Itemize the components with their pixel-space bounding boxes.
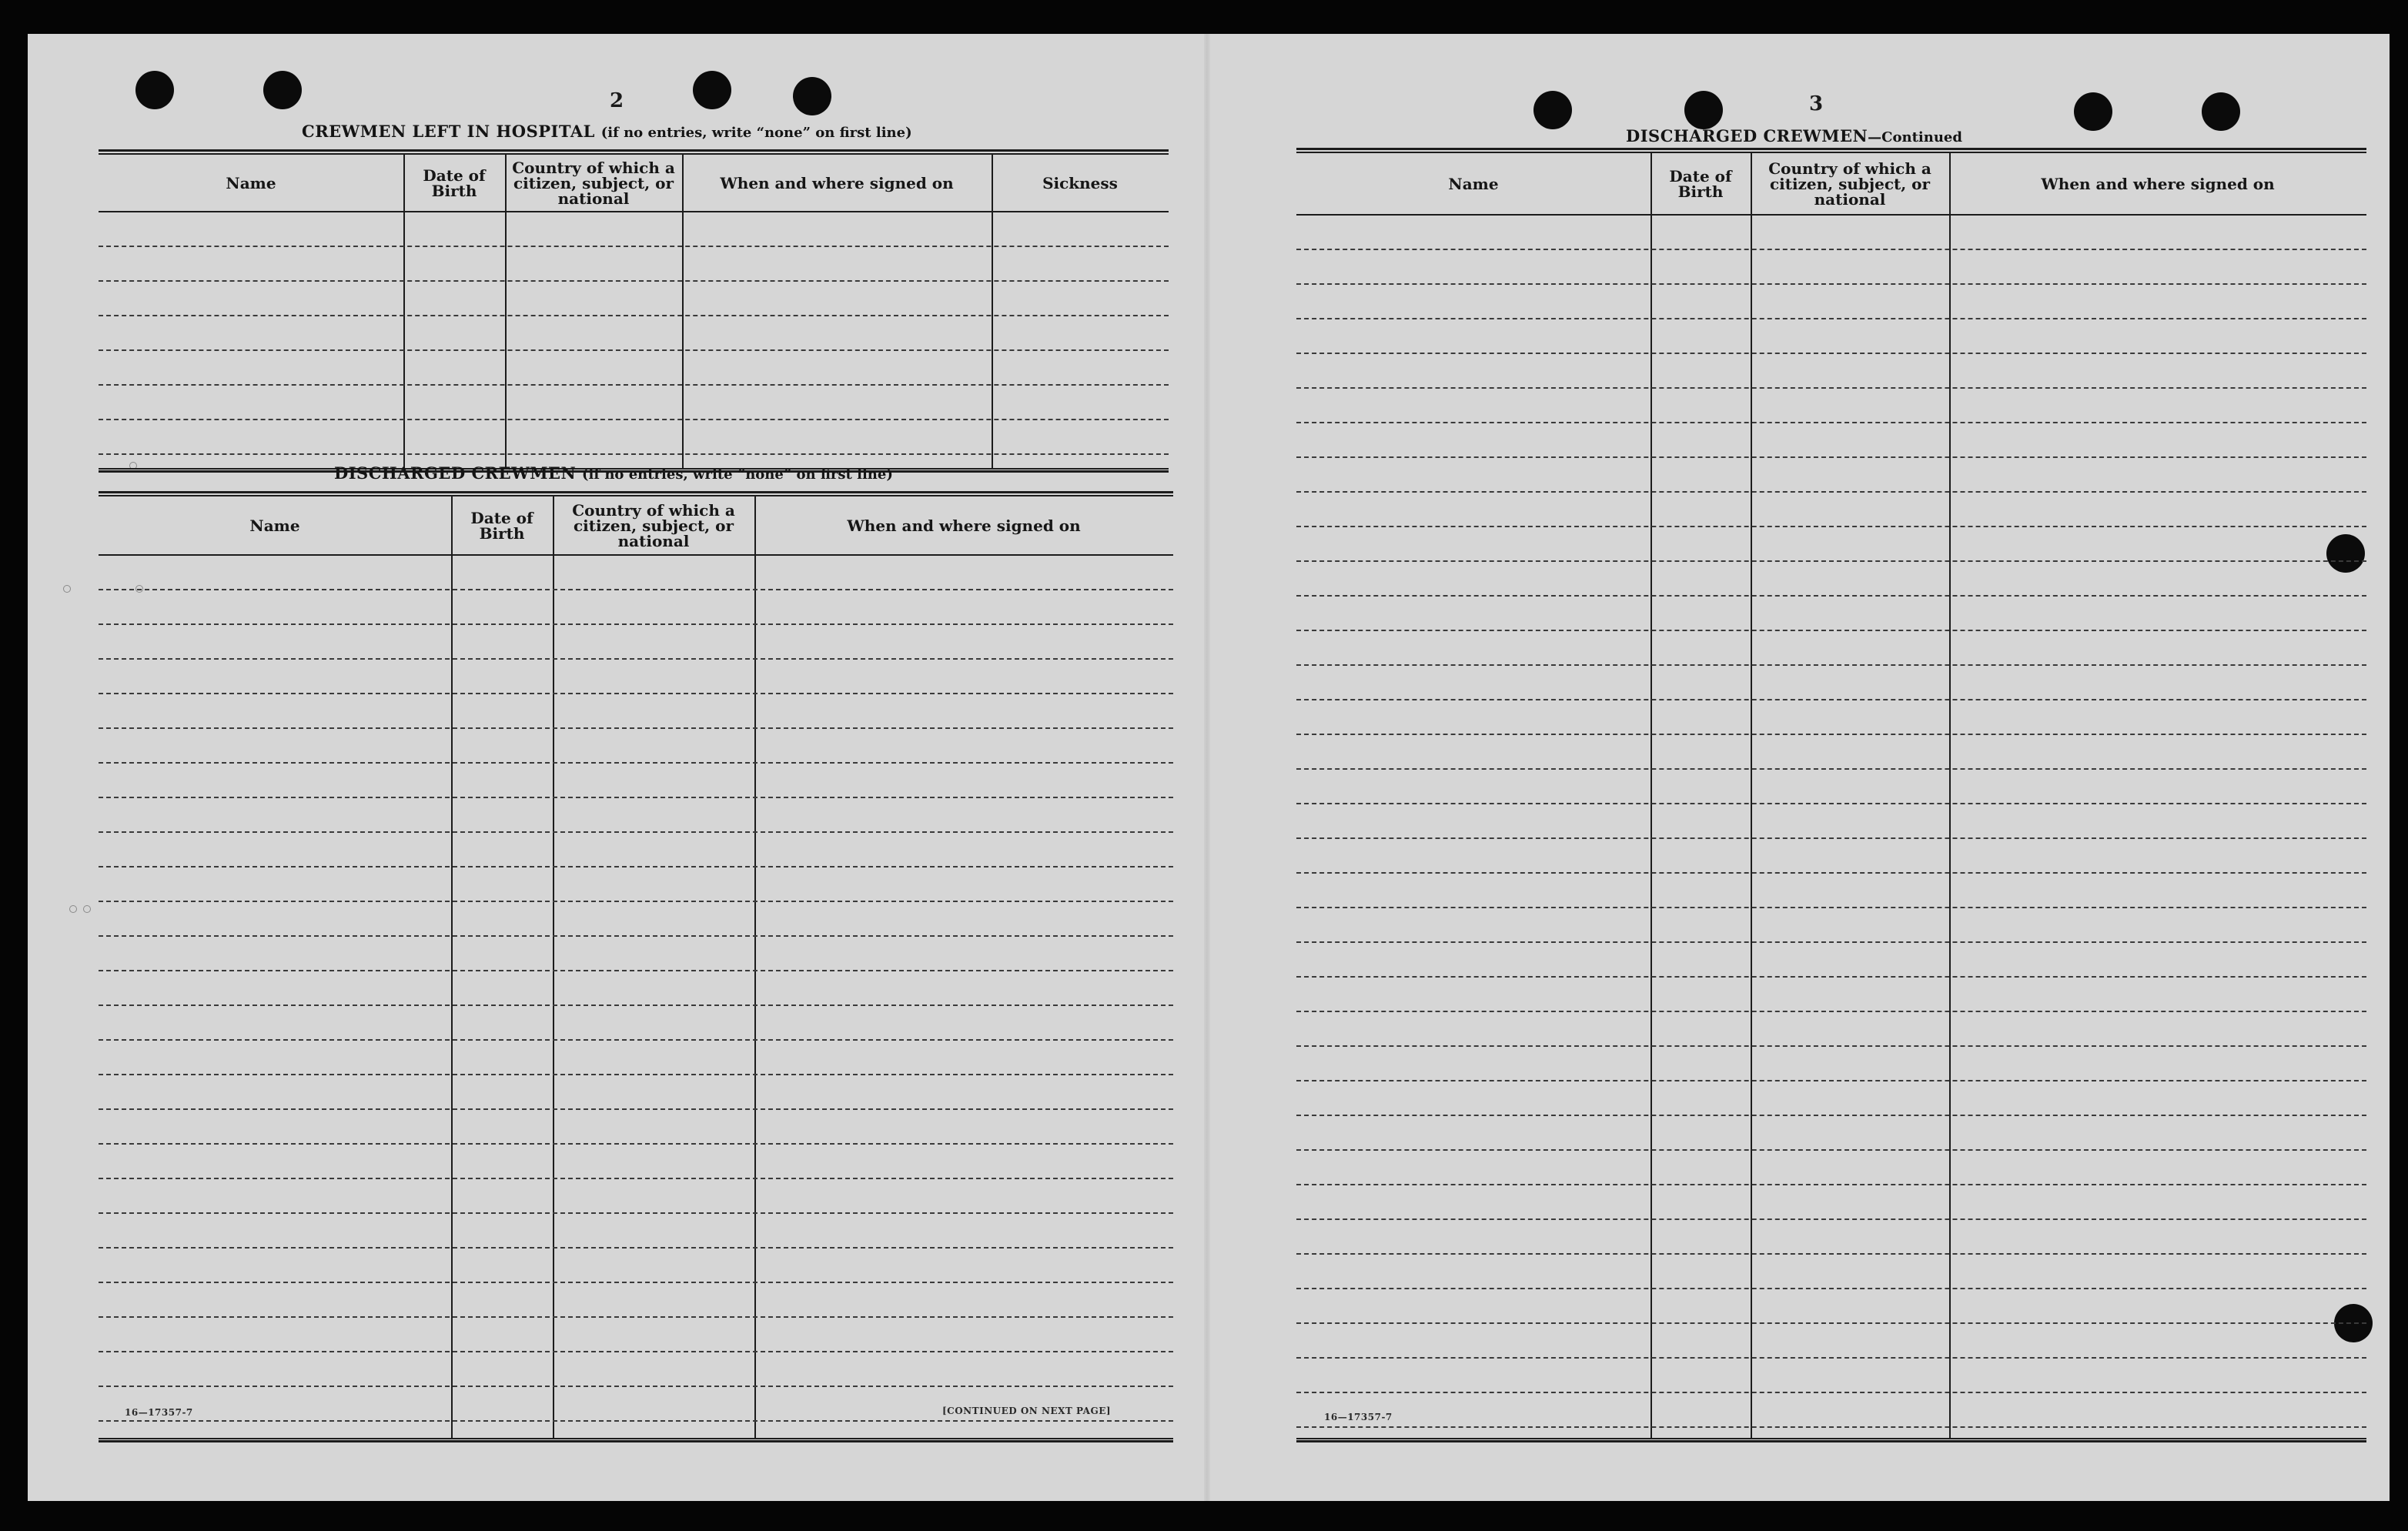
- entry-line: [1296, 976, 2366, 978]
- entry-line: [99, 419, 1169, 420]
- page-number: 2: [610, 89, 624, 112]
- punch-hole: [135, 71, 174, 109]
- entry-line: [1296, 1322, 2366, 1324]
- entry-line: [99, 970, 1173, 971]
- column-divider: [505, 154, 507, 470]
- entry-line: [99, 1420, 1173, 1422]
- entry-line: [1296, 907, 2366, 908]
- paper-speck: [63, 585, 71, 593]
- entry-line: [1296, 491, 2366, 493]
- entry-line: [1296, 283, 2366, 285]
- entry-line: [1296, 768, 2366, 770]
- discharged-section-title: DISCHARGED CREWMEN (if no entries, write “none” on first line): [334, 463, 893, 483]
- discharged-continued-table: [1296, 148, 2366, 1442]
- column-divider: [754, 496, 756, 1439]
- column-header: When and where signed on: [847, 516, 1081, 535]
- table-top-rule: [99, 149, 1169, 155]
- entry-line: [99, 623, 1173, 625]
- entry-line: [1296, 699, 2366, 700]
- column-divider: [553, 496, 554, 1439]
- entry-line: [1296, 353, 2366, 354]
- entry-line: [99, 1039, 1173, 1041]
- entry-line: [99, 658, 1173, 660]
- table-bottom-rule: [1296, 1438, 2366, 1442]
- punch-hole: [793, 77, 831, 115]
- entry-line: [1296, 456, 2366, 458]
- column-divider: [992, 154, 993, 470]
- table-bottom-rule: [99, 1438, 1173, 1442]
- column-header: When and where signed on: [720, 174, 954, 192]
- form-number: 16—17357-7: [125, 1407, 193, 1418]
- entry-line: [99, 1247, 1173, 1249]
- entry-line: [1296, 941, 2366, 943]
- page-3: [1207, 34, 2390, 1501]
- table-top-rule: [99, 491, 1173, 496]
- page-2: [28, 34, 1207, 1501]
- scanned-form-spread: [28, 34, 2390, 1501]
- column-divider: [682, 154, 684, 470]
- entry-line: [1296, 318, 2366, 319]
- header-divider: [1296, 214, 2366, 216]
- entry-line: [99, 693, 1173, 694]
- entry-line: [1296, 526, 2366, 527]
- entry-line: [1296, 1011, 2366, 1012]
- column-divider: [403, 154, 405, 470]
- column-header: Country of which a citizen, subject, or national: [572, 501, 735, 550]
- entry-line: [1296, 422, 2366, 423]
- entry-line: [99, 797, 1173, 798]
- column-header: Sickness: [1042, 174, 1118, 192]
- entry-line: [99, 349, 1169, 351]
- column-header: When and where signed on: [2041, 175, 2275, 193]
- entry-line: [1296, 249, 2366, 250]
- page-number: 3: [1809, 92, 1824, 115]
- paper-speck: [83, 905, 91, 913]
- entry-line: [1296, 734, 2366, 735]
- entry-line: [1296, 837, 2366, 839]
- punch-hole: [693, 71, 731, 109]
- entry-line: [1296, 1045, 2366, 1047]
- entry-line: [99, 1005, 1173, 1006]
- column-header: Country of which a citizen, subject, or national: [1768, 159, 1931, 209]
- entry-line: [99, 589, 1173, 590]
- continued-note: [CONTINUED ON NEXT PAGE]: [942, 1406, 1112, 1416]
- entry-line: [99, 453, 1169, 455]
- entry-line: [1296, 1357, 2366, 1359]
- column-header: Name: [226, 174, 276, 192]
- entry-line: [99, 935, 1173, 937]
- punch-hole: [2202, 92, 2240, 131]
- header-divider: [99, 211, 1169, 212]
- punch-hole: [263, 71, 302, 109]
- column-header: Date of Birth: [470, 509, 533, 543]
- entry-line: [99, 762, 1173, 764]
- entry-line: [1296, 560, 2366, 562]
- entry-line: [99, 246, 1169, 247]
- entry-line: [99, 866, 1173, 867]
- form-number: 16—17357-7: [1324, 1412, 1393, 1422]
- column-header: Name: [1448, 175, 1499, 193]
- entry-line: [1296, 1288, 2366, 1289]
- entry-line: [99, 901, 1173, 902]
- column-divider: [1949, 152, 1951, 1439]
- entry-line: [1296, 872, 2366, 874]
- entry-line: [99, 1108, 1173, 1110]
- table-top-rule: [1296, 148, 2366, 153]
- entry-line: [1296, 803, 2366, 804]
- paper-speck: [69, 905, 77, 913]
- column-header: Date of Birth: [423, 166, 486, 200]
- entry-line: [99, 1386, 1173, 1387]
- entry-line: [99, 1212, 1173, 1214]
- column-header: Name: [249, 516, 300, 535]
- header-divider: [99, 554, 1173, 556]
- entry-line: [1296, 630, 2366, 631]
- entry-line: [1296, 1392, 2366, 1393]
- column-header: Country of which a citizen, subject, or national: [512, 159, 675, 208]
- entry-line: [1296, 387, 2366, 389]
- entry-line: [1296, 1080, 2366, 1081]
- hospital-table: [99, 149, 1169, 473]
- entry-line: [99, 1178, 1173, 1179]
- column-divider: [451, 496, 453, 1439]
- entry-line: [99, 384, 1169, 386]
- punch-hole: [2074, 92, 2112, 131]
- entry-line: [1296, 1253, 2366, 1255]
- column-divider: [1650, 152, 1652, 1439]
- entry-line: [1296, 664, 2366, 666]
- entry-line: [99, 315, 1169, 316]
- entry-line: [99, 1316, 1173, 1318]
- entry-line: [99, 1074, 1173, 1075]
- entry-line: [1296, 1184, 2366, 1185]
- entry-line: [1296, 1426, 2366, 1428]
- column-divider: [1751, 152, 1752, 1439]
- entry-line: [99, 1351, 1173, 1352]
- discharged-table: [99, 491, 1173, 1442]
- entry-line: [99, 831, 1173, 833]
- entry-line: [99, 1143, 1173, 1145]
- hospital-section-title: CREWMEN LEFT IN HOSPITAL (if no entries, write “none” on first line): [302, 122, 912, 141]
- column-header: Date of Birth: [1669, 167, 1732, 201]
- entry-line: [1296, 1149, 2366, 1151]
- punch-hole: [1684, 91, 1723, 129]
- entry-line: [99, 280, 1169, 282]
- punch-hole: [1533, 91, 1572, 129]
- entry-line: [99, 727, 1173, 729]
- entry-line: [1296, 1115, 2366, 1116]
- discharged-continued-title: DISCHARGED CREWMEN—Continued: [1626, 126, 1962, 145]
- entry-line: [1296, 595, 2366, 597]
- entry-line: [1296, 1218, 2366, 1220]
- entry-line: [99, 1282, 1173, 1283]
